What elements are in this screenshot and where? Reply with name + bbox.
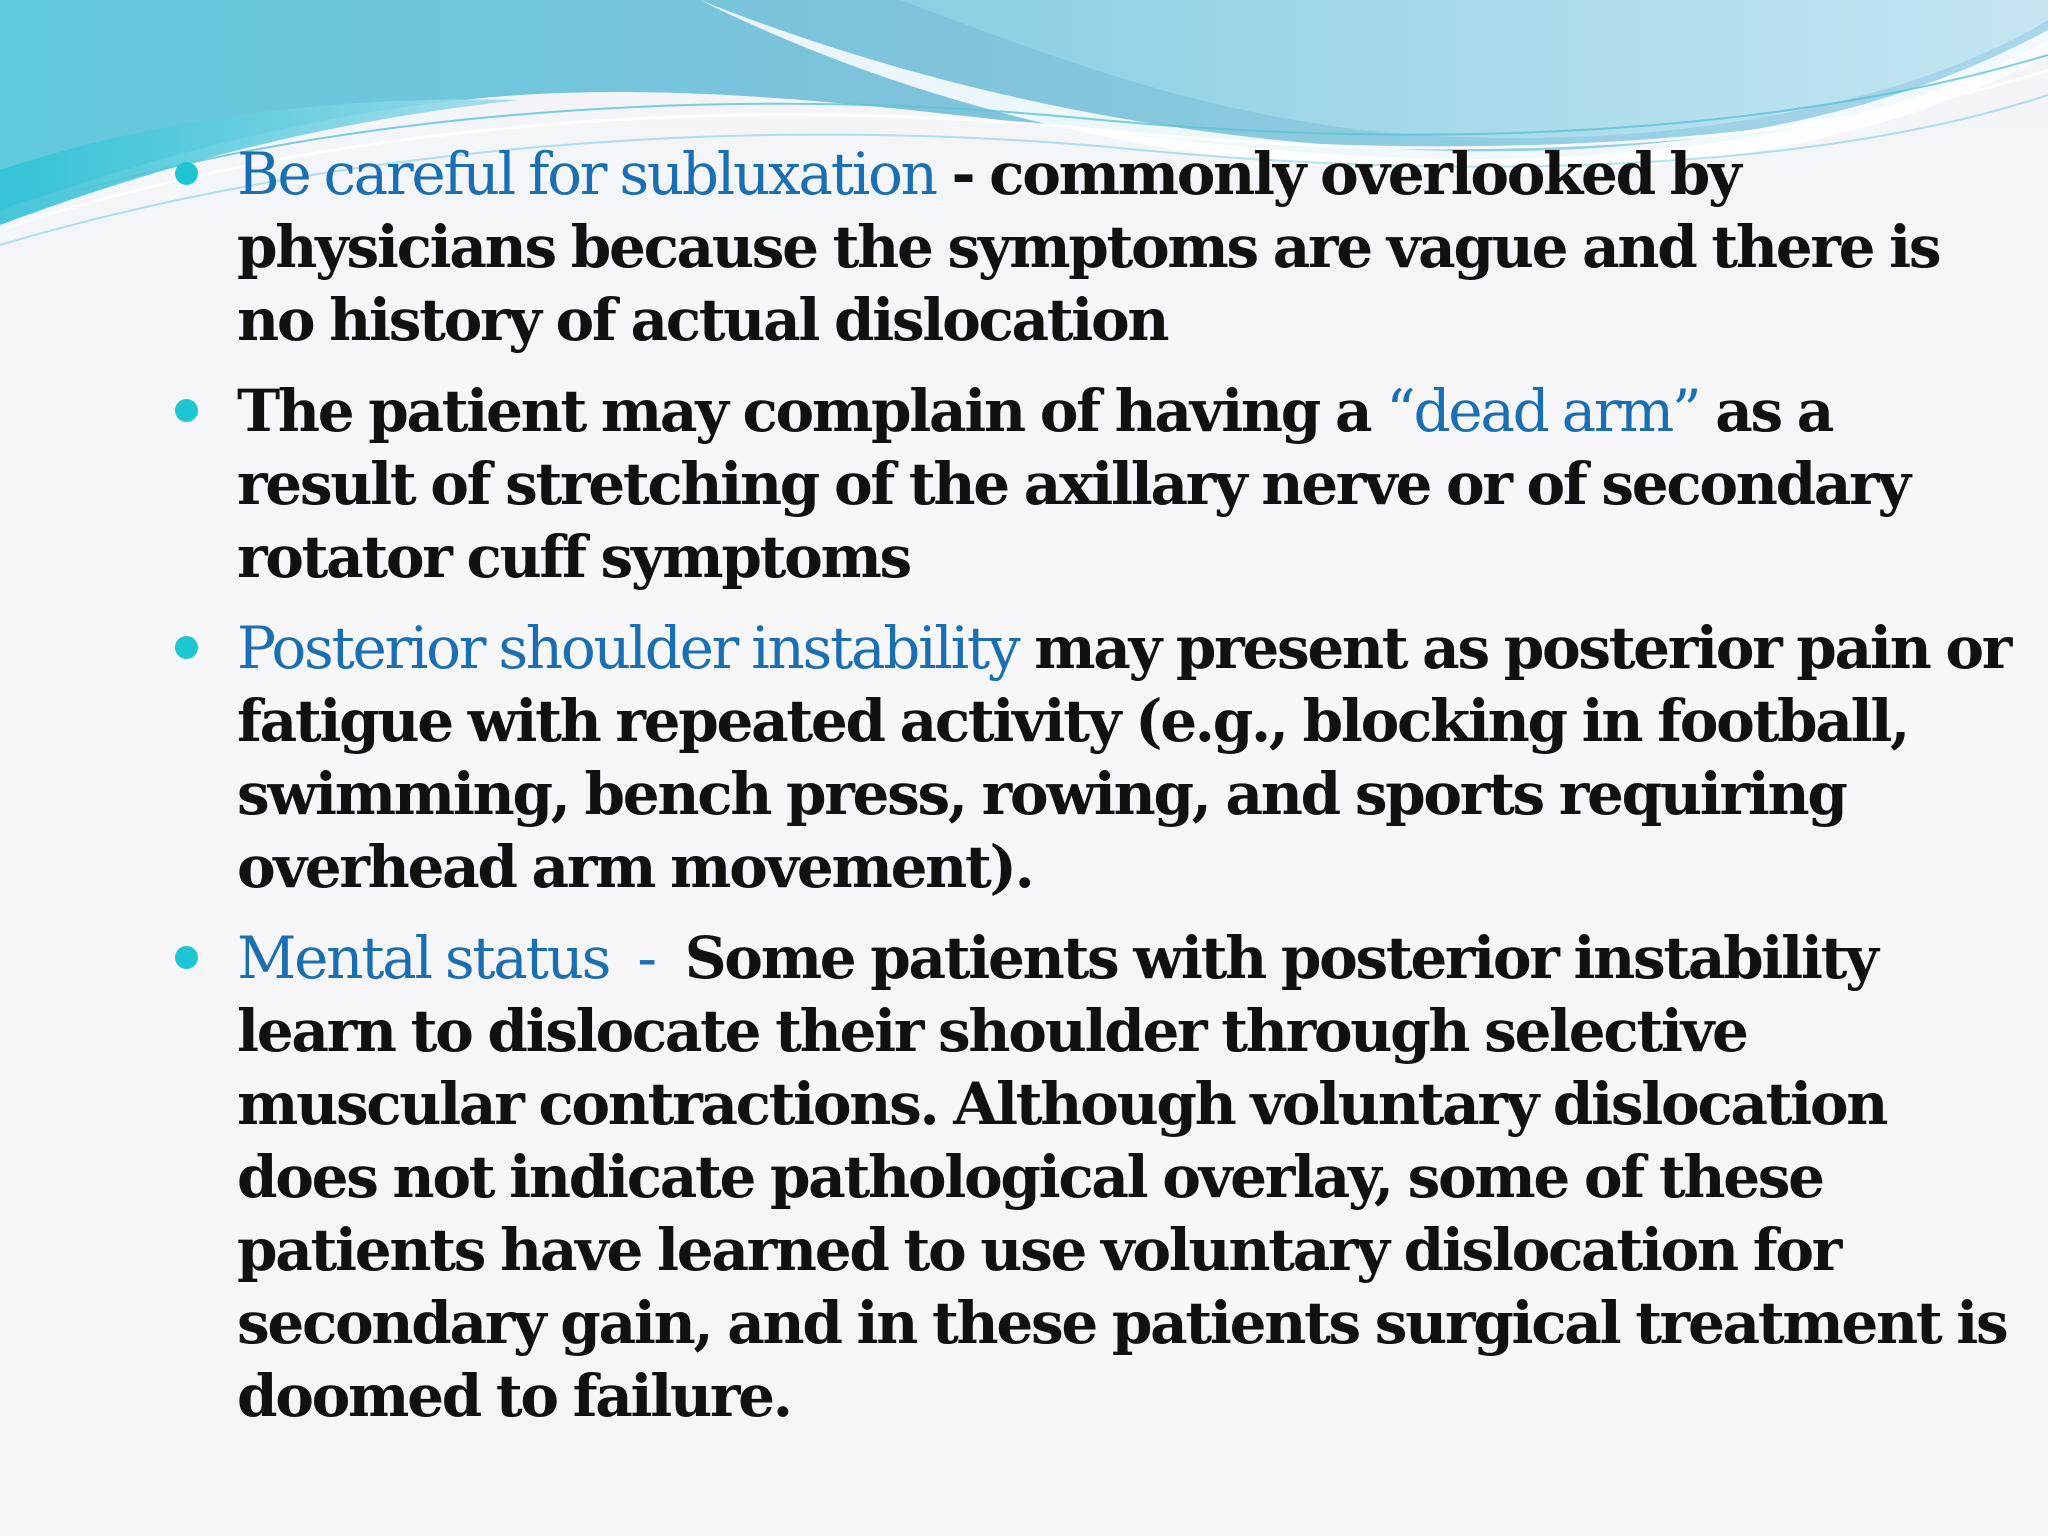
bullet-item-dead-arm [175,375,2015,594]
bullet-dot-icon [175,636,198,659]
highlight-term: “dead arm” [1386,377,1700,445]
bullet-text: as a result of stretching of the axillary nerve or of secondary rotator cuff symptoms [237,377,1909,591]
bullet-dot-icon [175,946,198,969]
highlight-term: Be careful for subluxation [237,140,936,208]
highlight-term: Posterior shoulder instability [237,614,1019,682]
bullet-text: may present as posterior pain or fatigue with repeated activity (e.g., blocking in football, swimming, bench press, rowing, and sports requiring overhead arm movement). [237,614,2010,901]
bullet-text: Some patients with posterior instability learn to dislocate their shoulder through selective muscular contractions. Although voluntary dislocation does not indicate pathological overlay, some of these patients have learned to use voluntary dislocation for secondary gain, and in these patients surgical treatment is doomed to failure. [237,924,2007,1430]
bullet-dot-icon [175,399,198,422]
slide-body [175,138,2015,1451]
bullet-item-mental-status [175,922,2015,1433]
bullet-list [175,138,2015,1433]
bullet-dot-icon [175,162,198,185]
bullet-text: - commonly overlooked by physicians because the symptoms are vague and there is no history of actual dislocation [237,140,1940,354]
bullet-item-posterior-instability [175,612,2015,904]
bullet-text: The patient may complain of having a [237,377,1387,445]
bullet-item-subluxation [175,138,2015,357]
highlight-term: Mental status - [237,924,669,992]
